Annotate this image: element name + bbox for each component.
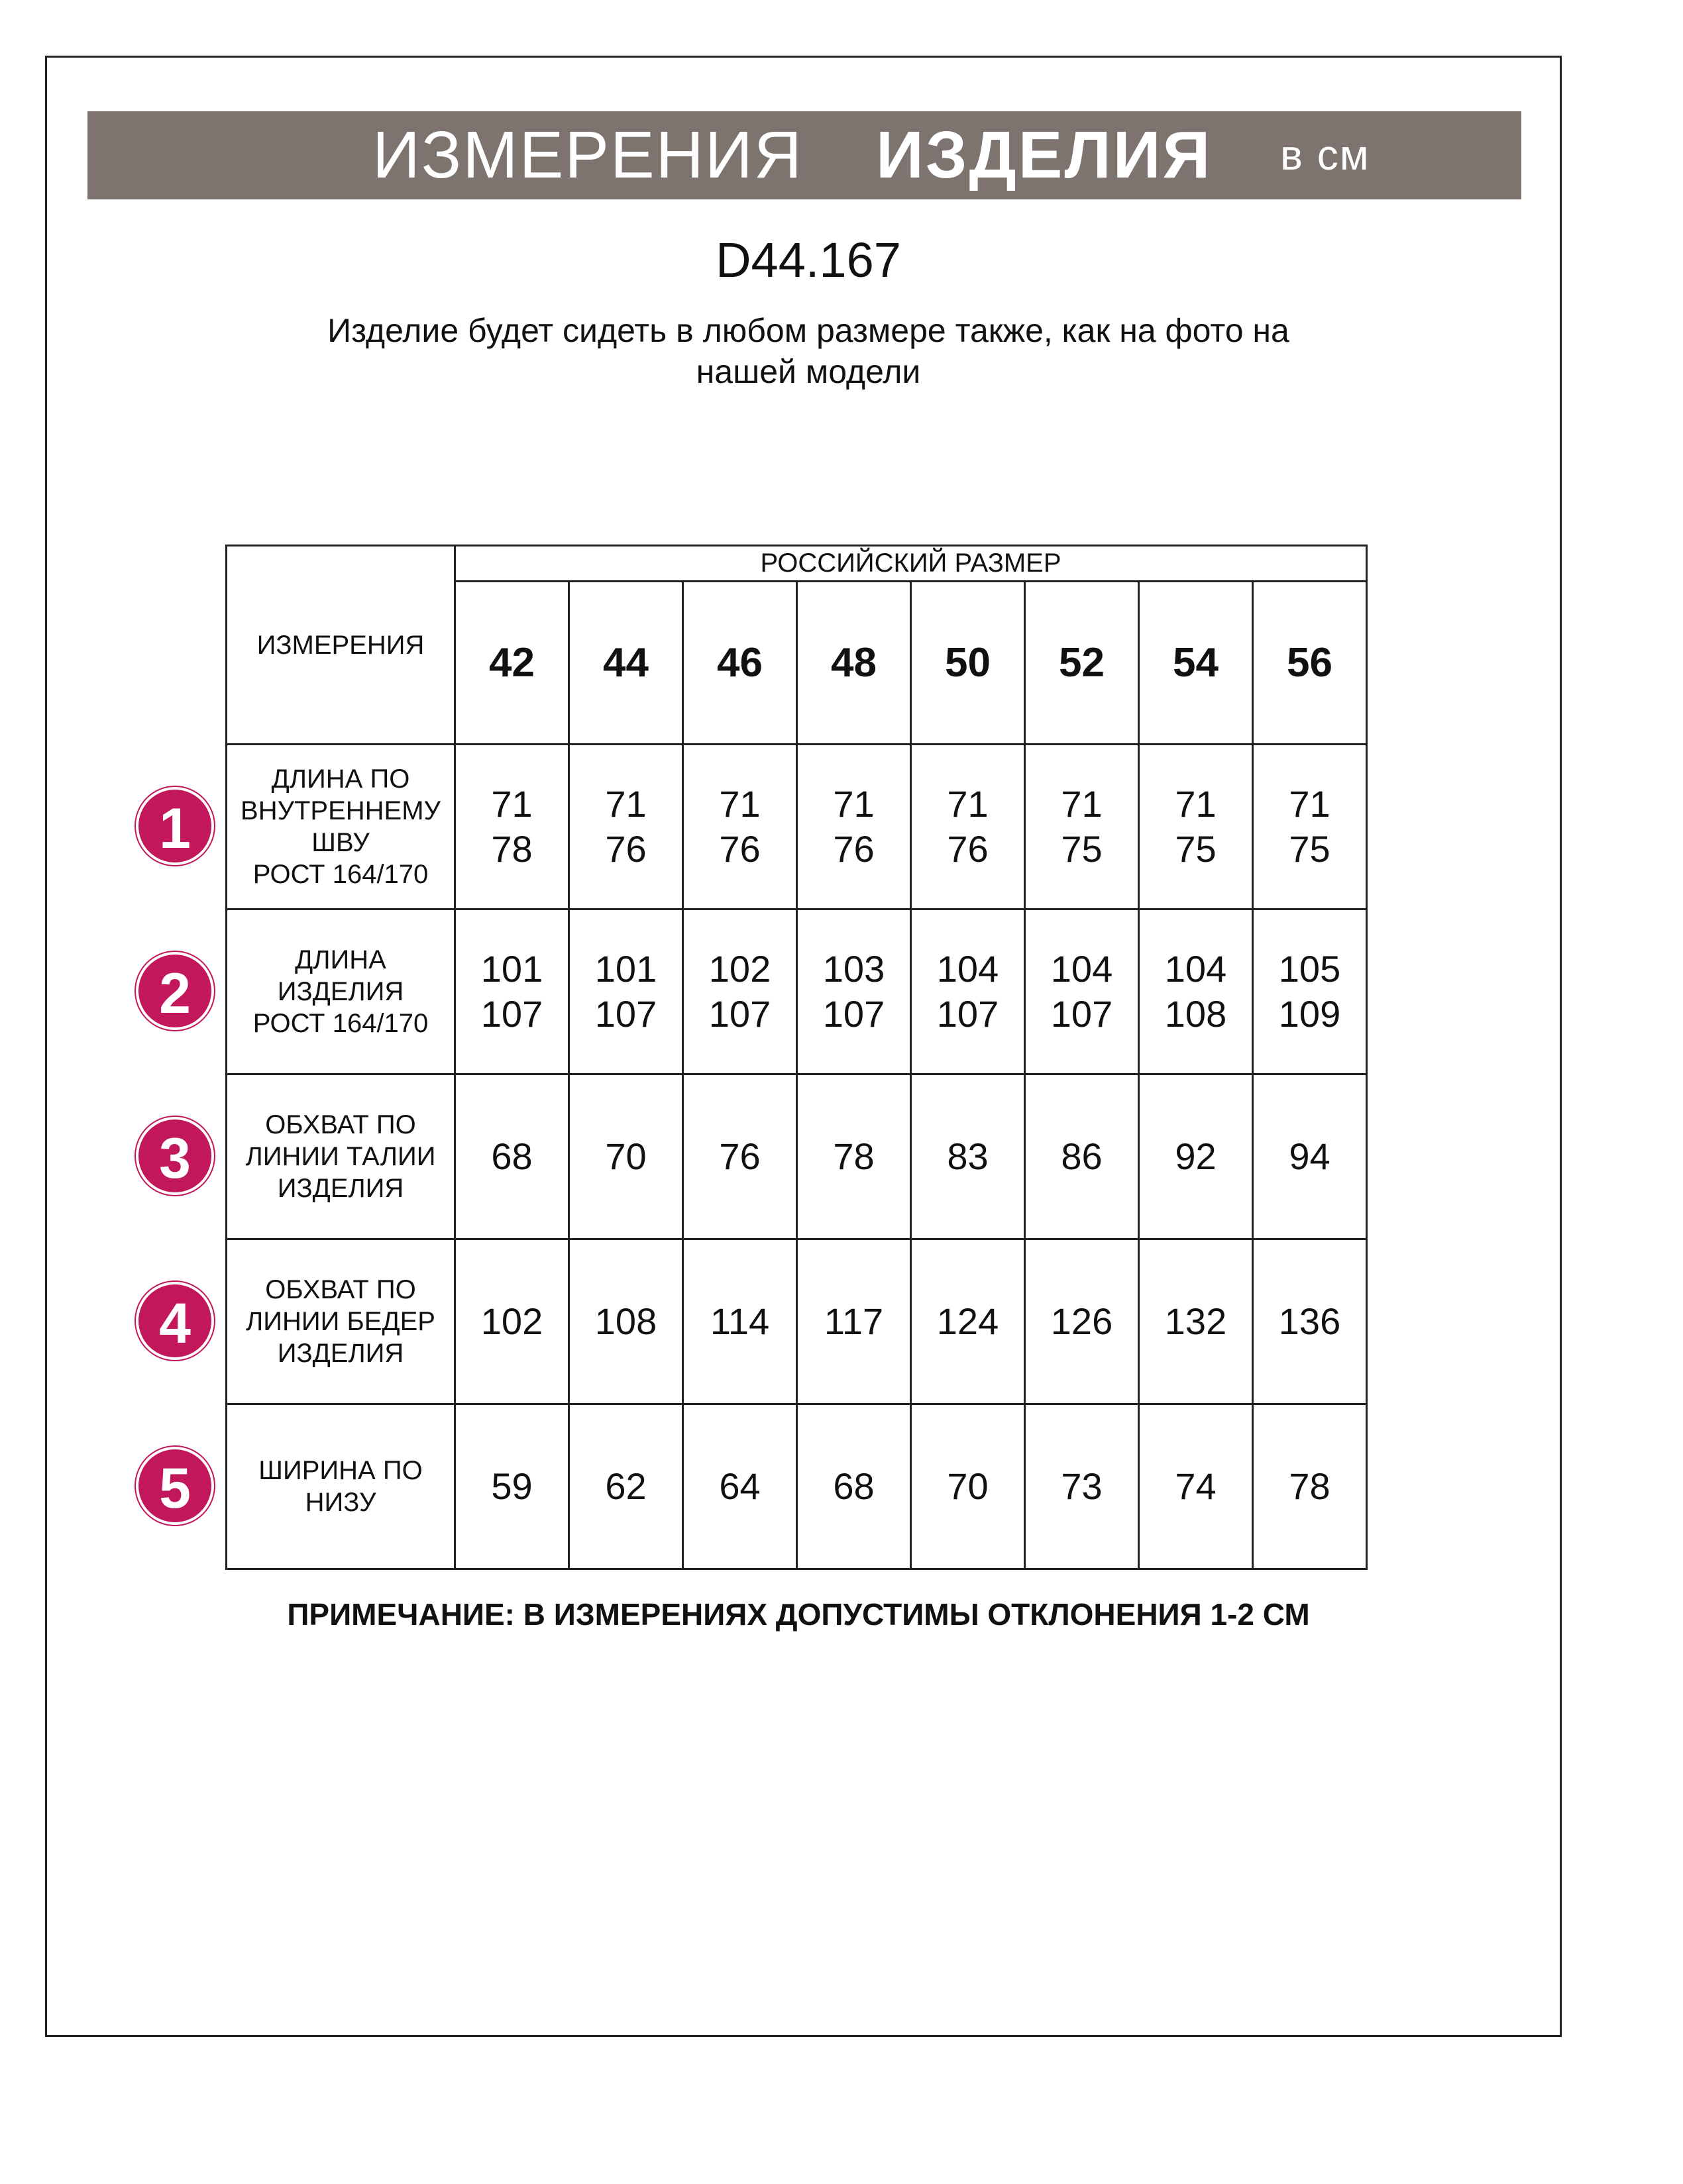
- value-text: 101: [480, 948, 543, 990]
- value-cell: [569, 745, 683, 910]
- product-code: D44.167: [716, 233, 901, 287]
- value-cell: [911, 1074, 1025, 1239]
- banner-unit: в см: [1280, 131, 1370, 179]
- value-cell: [569, 910, 683, 1074]
- measurement-label-line: ЛИНИИ ТАЛИИ: [245, 1142, 436, 1171]
- value-cell: [1139, 910, 1253, 1074]
- value-text: 101: [594, 948, 657, 990]
- value-text: 76: [719, 828, 761, 870]
- value-text: 132: [1164, 1300, 1227, 1342]
- value-text: 117: [824, 1300, 884, 1342]
- value-text: 107: [822, 993, 885, 1035]
- row-number-badge: 5: [136, 1447, 214, 1525]
- value-cell: [1139, 1239, 1253, 1404]
- value-cell: [1025, 745, 1139, 910]
- fit-note: Изделие будет сидеть в любом размере также, как на фото на нашей модели: [327, 312, 1289, 390]
- value-cell: [569, 1404, 683, 1569]
- table-row: [227, 910, 1367, 1074]
- value-text: 59: [491, 1465, 533, 1507]
- value-cell: [911, 1239, 1025, 1404]
- size-header-52: 52: [1025, 582, 1139, 745]
- value-text: 107: [936, 993, 999, 1035]
- value-cell: [1253, 745, 1367, 910]
- value-cell: [1253, 1074, 1367, 1239]
- value-cell: [911, 745, 1025, 910]
- value-text: 108: [594, 1300, 657, 1342]
- size-header-44: 44: [569, 582, 683, 745]
- table-row: [227, 745, 1367, 910]
- value-cell: [797, 1239, 911, 1404]
- value-text: 75: [1175, 828, 1217, 870]
- value-cell: [911, 910, 1025, 1074]
- measurement-label-line: НИЗУ: [305, 1488, 376, 1517]
- measurement-label-line: ДЛИНА: [295, 945, 386, 974]
- value-cell: [1139, 1074, 1253, 1239]
- value-text: 124: [936, 1300, 999, 1342]
- size-header-42: 42: [455, 582, 569, 745]
- measurement-label: [227, 910, 455, 1074]
- value-cell: [683, 745, 797, 910]
- value-text: 92: [1175, 1135, 1217, 1177]
- measurement-label: [227, 1074, 455, 1239]
- value-text: 71: [1061, 783, 1103, 825]
- value-cell: [797, 745, 911, 910]
- measurement-label-line: ЛИНИИ БЕДЕР: [246, 1307, 435, 1336]
- value-cell: [1139, 1404, 1253, 1569]
- value-cell: [797, 910, 911, 1074]
- value-text: 78: [1289, 1465, 1330, 1507]
- value-text: 76: [719, 1135, 761, 1177]
- value-text: 104: [1050, 948, 1113, 990]
- value-text: 78: [491, 828, 533, 870]
- row-number-badge: 2: [136, 952, 214, 1030]
- value-cell: [1253, 910, 1367, 1074]
- value-cell: [455, 1239, 569, 1404]
- value-text: 75: [1061, 828, 1103, 870]
- measurement-label-line: РОСТ 164/170: [252, 1009, 429, 1038]
- size-header-46: 46: [683, 582, 797, 745]
- value-text: 86: [1061, 1135, 1103, 1177]
- value-cell: [683, 1239, 797, 1404]
- value-text: 70: [947, 1465, 989, 1507]
- value-text: 73: [1061, 1465, 1103, 1507]
- size-header-56: 56: [1253, 582, 1367, 745]
- size-table: [225, 545, 1368, 1570]
- value-cell: [683, 910, 797, 1074]
- value-cell: [455, 1404, 569, 1569]
- value-text: 71: [605, 783, 647, 825]
- value-text: 78: [833, 1135, 875, 1177]
- value-text: 104: [936, 948, 999, 990]
- value-cell: [1025, 1239, 1139, 1404]
- value-text: 102: [480, 1300, 543, 1342]
- value-text: 71: [947, 783, 989, 825]
- measurements-header: ИЗМЕРЕНИЯ: [227, 546, 455, 745]
- banner-title-part2: ИЗДЕЛИЯ: [876, 118, 1213, 192]
- value-cell: [1253, 1239, 1367, 1404]
- value-text: 107: [480, 993, 543, 1035]
- value-text: 104: [1164, 948, 1227, 990]
- value-text: 71: [1175, 783, 1217, 825]
- value-text: 102: [708, 948, 771, 990]
- table-row: [227, 1239, 1367, 1404]
- measurement-label-line: ИЗДЕЛИЯ: [277, 977, 404, 1006]
- value-cell: [797, 1074, 911, 1239]
- value-text: 107: [1050, 993, 1113, 1035]
- value-text: 83: [947, 1135, 989, 1177]
- size-header-54: 54: [1139, 582, 1253, 745]
- value-text: 70: [605, 1135, 647, 1177]
- value-text: 62: [605, 1465, 647, 1507]
- measurement-label-line: ВНУТРЕННЕМУ: [241, 796, 441, 825]
- row-number-badge: 3: [136, 1117, 214, 1195]
- value-text: 71: [1289, 783, 1330, 825]
- value-cell: [911, 1404, 1025, 1569]
- measurement-label-line: ШИРИНА ПО: [258, 1456, 423, 1485]
- value-text: 75: [1289, 828, 1330, 870]
- row-number-badge: 1: [136, 787, 214, 865]
- measurement-label-line: ИЗДЕЛИЯ: [277, 1174, 404, 1203]
- measurement-label: [227, 1239, 455, 1404]
- value-cell: [455, 910, 569, 1074]
- value-text: 107: [594, 993, 657, 1035]
- value-cell: [455, 1074, 569, 1239]
- value-text: 68: [833, 1465, 875, 1507]
- measurement-label: [227, 745, 455, 910]
- value-text: 76: [947, 828, 989, 870]
- value-text: 68: [491, 1135, 533, 1177]
- value-cell: [1025, 1404, 1139, 1569]
- row-number-badge: 4: [136, 1282, 214, 1360]
- value-text: 64: [719, 1465, 761, 1507]
- value-cell: [1139, 745, 1253, 910]
- measurement-label: [227, 1404, 455, 1569]
- size-header-50: 50: [911, 582, 1025, 745]
- value-text: 109: [1278, 993, 1341, 1035]
- value-cell: [683, 1404, 797, 1569]
- value-cell: [569, 1074, 683, 1239]
- measurement-label-line: РОСТ 164/170: [252, 860, 429, 889]
- value-cell: [683, 1074, 797, 1239]
- value-cell: [1025, 910, 1139, 1074]
- value-cell: [797, 1404, 911, 1569]
- value-text: 71: [833, 783, 875, 825]
- value-text: 108: [1164, 993, 1227, 1035]
- measurement-label-line: ИЗДЕЛИЯ: [277, 1339, 404, 1368]
- measurement-label-line: ДЛИНА ПО: [271, 764, 410, 794]
- value-text: 105: [1278, 948, 1341, 990]
- banner-title-part1: ИЗМЕРЕНИЯ: [372, 118, 803, 192]
- measurement-label-line: ОБХВАТ ПО: [265, 1275, 416, 1304]
- value-text: 94: [1289, 1135, 1330, 1177]
- value-text: 136: [1278, 1300, 1341, 1342]
- measurement-label-line: ШВУ: [311, 828, 370, 857]
- value-text: 114: [710, 1300, 770, 1342]
- value-text: 126: [1050, 1300, 1113, 1342]
- value-text: 76: [605, 828, 647, 870]
- value-text: 74: [1175, 1465, 1217, 1507]
- table-row: [227, 1404, 1367, 1569]
- tolerance-note: ПРИМЕЧАНИЕ: В ИЗМЕРЕНИЯХ ДОПУСТИМЫ ОТКЛОНЕНИЯ 1-2 СМ: [287, 1597, 1310, 1632]
- value-text: 71: [719, 783, 761, 825]
- value-text: 103: [822, 948, 885, 990]
- size-header-48: 48: [797, 582, 911, 745]
- value-text: 71: [491, 783, 533, 825]
- value-cell: [1025, 1074, 1139, 1239]
- value-cell: [455, 745, 569, 910]
- value-cell: [569, 1239, 683, 1404]
- value-cell: [1253, 1404, 1367, 1569]
- measurement-label-line: ОБХВАТ ПО: [265, 1110, 416, 1139]
- russian-size-header: РОССИЙСКИЙ РАЗМЕР: [455, 546, 1367, 582]
- value-text: 107: [708, 993, 771, 1035]
- header-banner: [87, 111, 1521, 199]
- value-text: 76: [833, 828, 875, 870]
- table-row: [227, 1074, 1367, 1239]
